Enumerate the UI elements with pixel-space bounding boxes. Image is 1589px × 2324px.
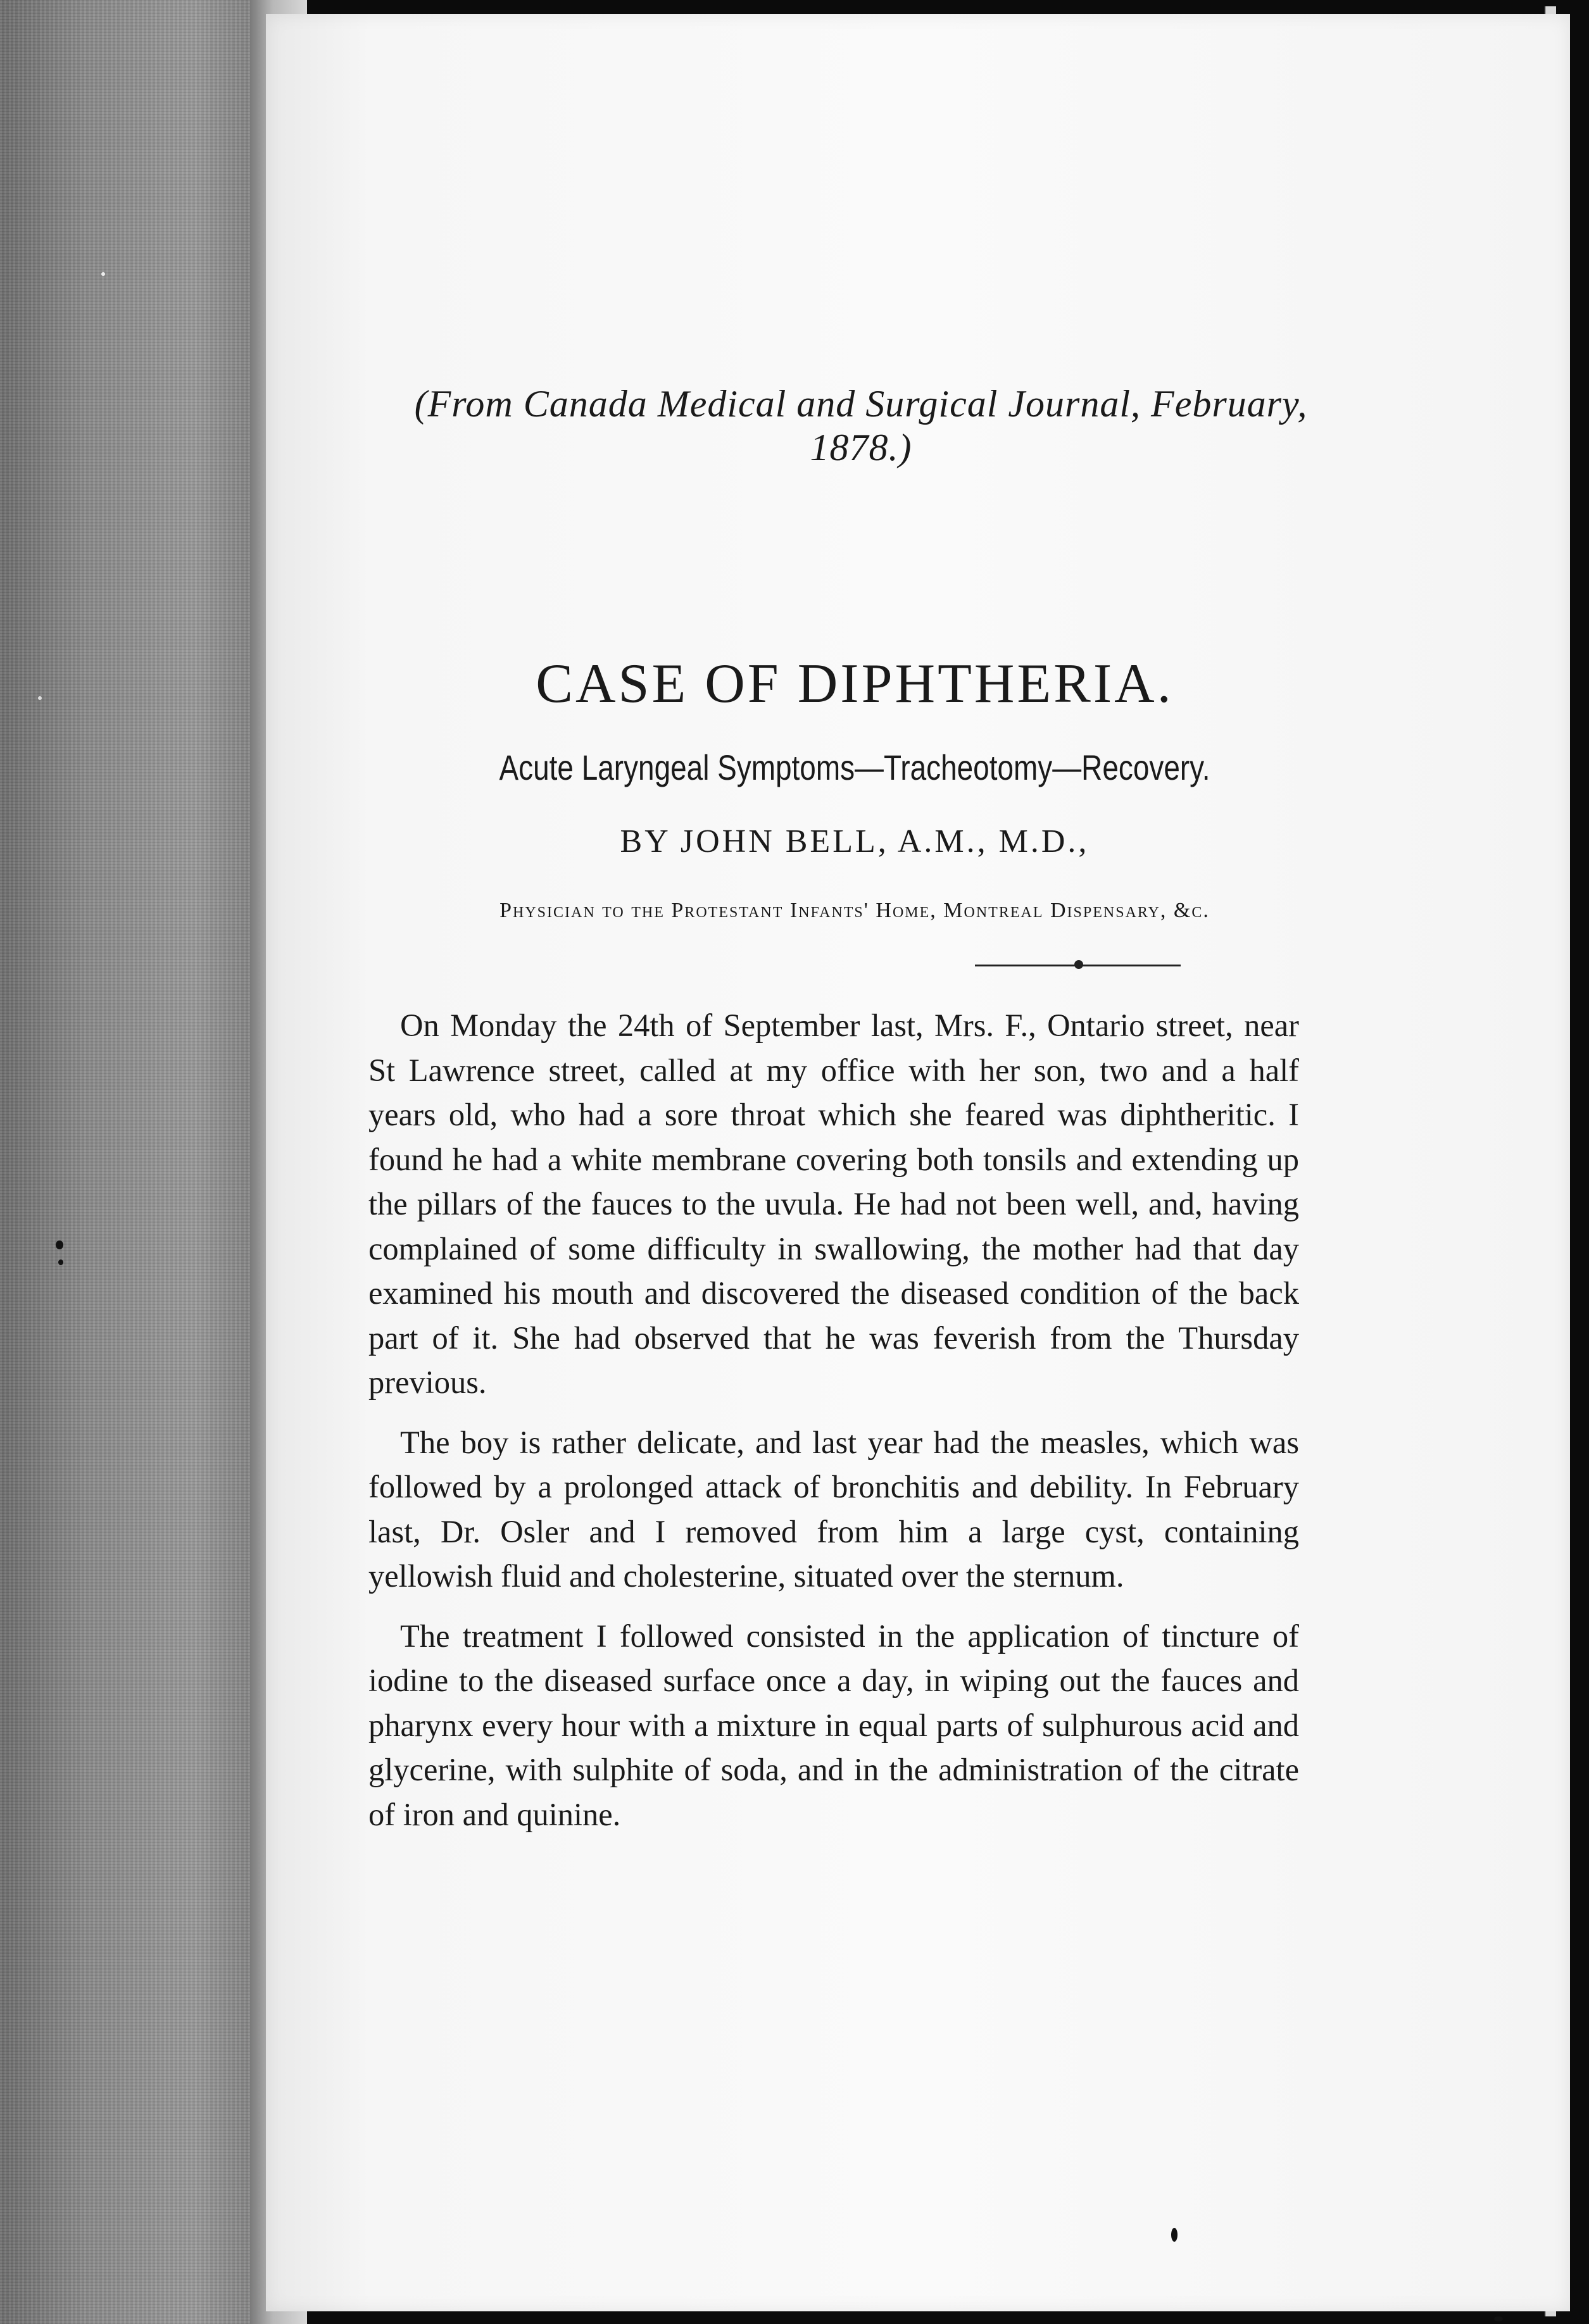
author-affiliation: Physician to the Protestant Infants' Home, Montreal Dispensary, &c. [499,899,1210,922]
author-line: BY JOHN BELL, A.M., M.D., [620,823,1090,859]
divider-ornament [1074,960,1083,969]
article-body [368,1003,1299,1852]
scan-speck [1171,2228,1178,2242]
scan-speck [56,1240,63,1249]
paragraph: The treatment I followed consisted in the application of tincture of iodine to the diseased surface once a day, in wiping out the fauces and pharynx every hour with a mixture in equal parts of sulphurous acid and glycerine, with sulphite of soda, and in the administration of the citrate of iron and quinine. [368,1618,1299,1832]
scan-speck [38,696,42,700]
scan-speck [1494,2316,1503,2321]
book-binding [0,0,279,2324]
document-subtitle: Acute Laryngeal Symptoms—Tracheotomy—Recovery. [499,747,1210,787]
document-title: CASE OF DIPHTHERIA. [536,653,1174,715]
paragraph: On Monday the 24th of September last, Mrs. F., Ontario street, near St Lawrence street, called at my office with her son, two and a half years old, who had a sore throat which she feared was diphtheritic. I found he had a white membrane covering both tonsils and extending up the pillars of the fauces to the uvula. He had not been well, and, having complained of some difficulty in swallowing, the mother had that day examined his mouth and discovered the diseased condition of the back part of it. She had observed that he was feverish from the Thursday previous. [368,1008,1299,1400]
paragraph: The boy is rather delicate, and last year had the measles, which was followed by a prolonged attack of bronchitis and debility. In February last, Dr. Osler and I removed from him a large cyst, containing yellowish fluid and cholesterine, situated over the sternum. [368,1424,1299,1594]
scan-speck [101,272,105,276]
source-citation: (From Canada Medical and Surgical Journal, February, 1878.) [414,383,1308,468]
scan-speck [58,1259,63,1265]
